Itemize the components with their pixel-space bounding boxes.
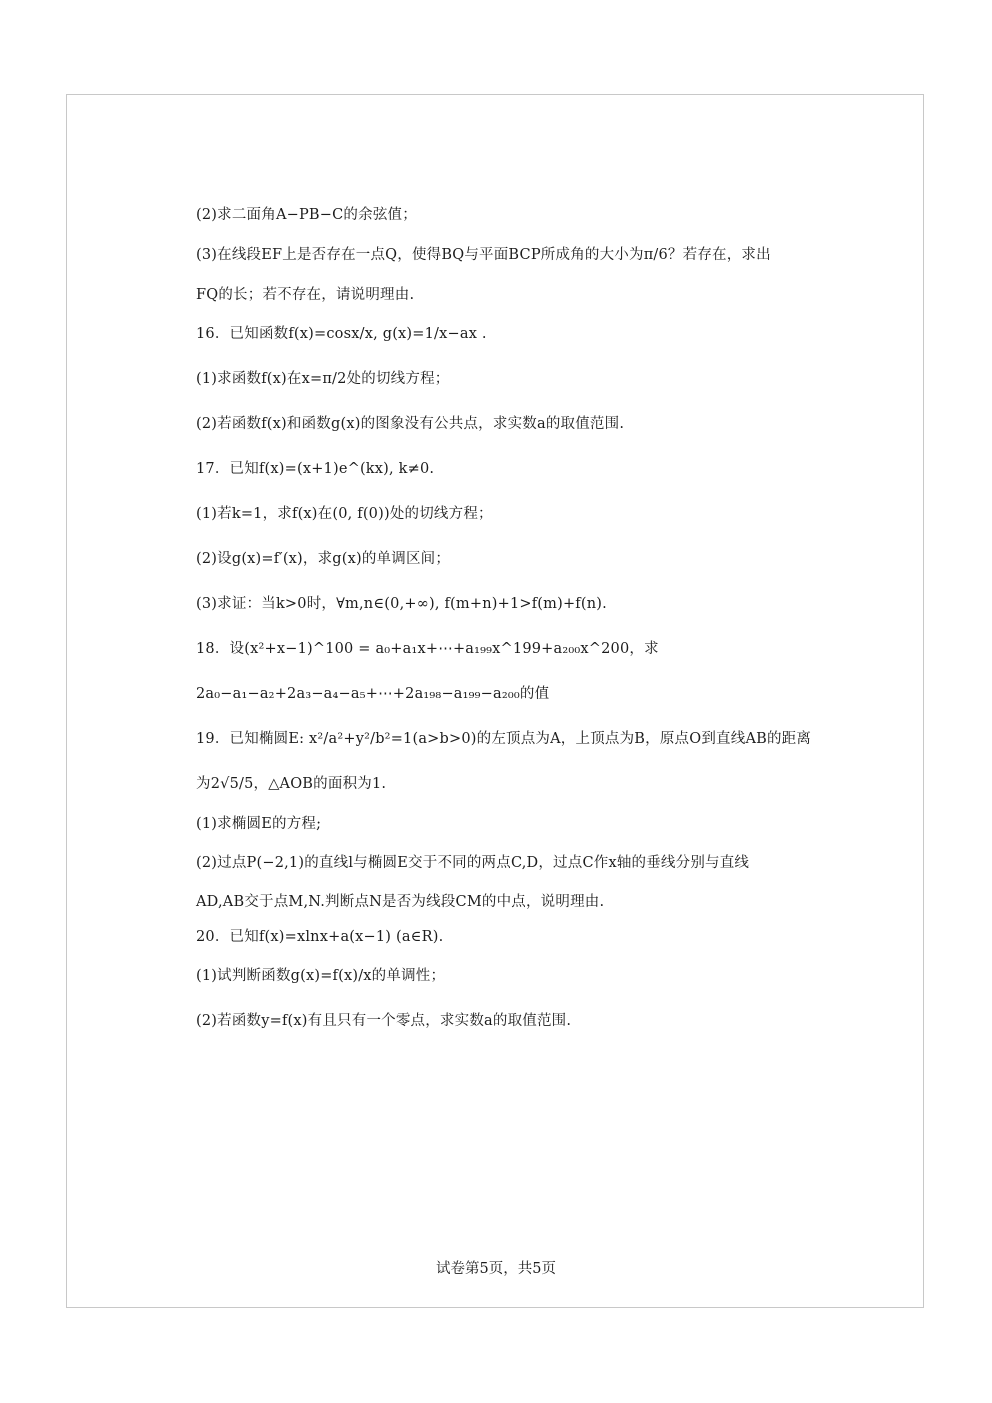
text-line: (2)过点P(−2,1)的直线l与椭圆E交于不同的两点C,D，过点C作x轴的垂线分别与直线: [196, 855, 750, 871]
page-footer: 试卷第5页，共5页: [436, 1261, 556, 1277]
text-line: 18．设(x²+x−1)^100 = a₀+a₁x+⋯+a₁₉₉x^199+a₂₀₀x^200，求: [196, 641, 659, 657]
text-line: (1)试判断函数g(x)=f(x)/x的单调性；: [196, 968, 446, 984]
text-line: (1)求椭圆E的方程;: [196, 816, 322, 832]
text-line: 16．已知函数f(x)=cosx/x, g(x)=1/x−ax .: [196, 326, 487, 342]
text-line: 17．已知f(x)=(x+1)e^(kx), k≠0.: [196, 461, 435, 477]
text-line: (2)设g(x)=f′(x)，求g(x)的单调区间；: [196, 551, 451, 567]
text-line: (2)若函数y=f(x)有且只有一个零点，求实数a的取值范围.: [196, 1013, 572, 1029]
text-line: 2a₀−a₁−a₂+2a₃−a₄−a₅+⋯+2a₁₉₈−a₁₉₉−a₂₀₀的值: [196, 686, 550, 702]
text-line: 20．已知f(x)=xlnx+a(x−1) (a∈R).: [196, 929, 444, 945]
text-line: (2)若函数f(x)和函数g(x)的图象没有公共点，求实数a的取值范围.: [196, 416, 625, 432]
text-line: (3)在线段EF上是否存在一点Q，使得BQ与平面BCP所成角的大小为π/6？若存在，求出: [196, 247, 771, 263]
text-line: 19．已知椭圆E: x²/a²+y²/b²=1(a>b>0)的左顶点为A，上顶点为B，原点O到直线AB的距离: [196, 731, 812, 747]
text-line: (1)若k=1，求f(x)在(0, f(0))处的切线方程；: [196, 506, 493, 522]
text-line: AD,AB交于点M,N.判断点N是否为线段CM的中点，说明理由.: [196, 894, 605, 910]
text-line: (3)求证：当k>0时，∀m,n∈(0,+∞), f(m+n)+1>f(m)+f(n).: [196, 596, 607, 612]
text-line: FQ的长；若不存在，请说明理由.: [196, 287, 415, 303]
text-line: (1)求函数f(x)在x=π/2处的切线方程；: [196, 371, 450, 387]
text-line: 为2√5/5，△AOB的面积为1.: [196, 776, 387, 792]
text-line: (2)求二面角A−PB−C的余弦值；: [196, 207, 417, 223]
